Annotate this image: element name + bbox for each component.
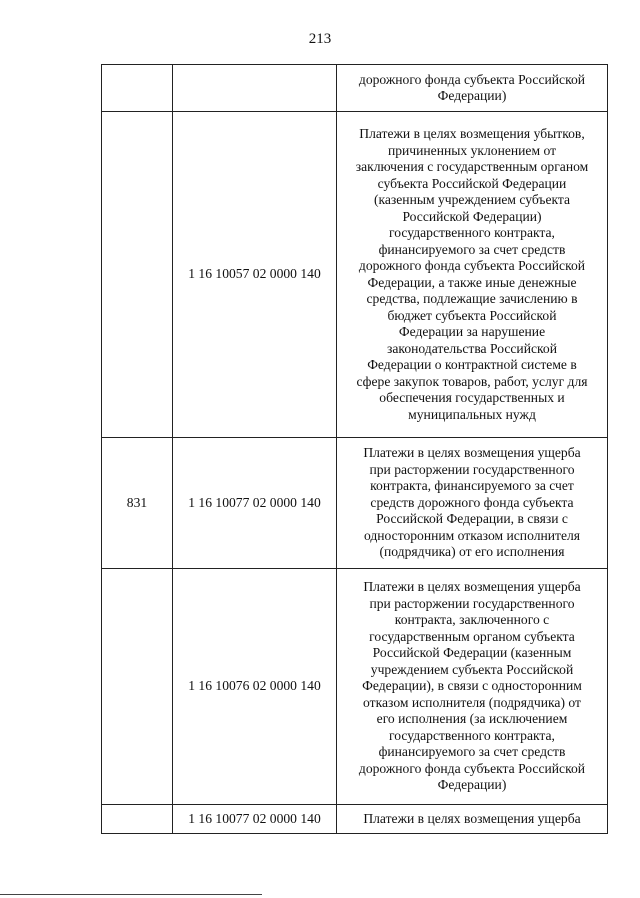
description-line: (подрядчика) от его исполнения	[379, 544, 565, 560]
description-line: Российской Федерации)	[402, 208, 542, 224]
description-line: Федерации, а также иные денежные	[367, 274, 577, 290]
description-cell	[337, 805, 608, 834]
description-line: заключения с государственным органом	[355, 159, 589, 174]
description-line: Платежи в целях возмещения ущерба	[363, 810, 581, 826]
description-line: бюджет субъекта Российской	[387, 307, 557, 323]
description-line: законодательства Российской	[387, 340, 557, 356]
description-line: Платежи в целях возмещения ущерба	[363, 579, 581, 595]
description-line: (казенным учреждением субъекта	[373, 192, 571, 207]
description-line: его исполнения (за исключением	[376, 711, 568, 727]
description-cell	[337, 112, 608, 438]
description-line: Федерации)	[437, 777, 507, 793]
kbk-code-cell: 1 16 10076 02 0000 140	[173, 569, 337, 805]
admin-code-cell	[102, 569, 173, 805]
description-line: Федерации)	[437, 88, 507, 103]
table-row	[102, 112, 608, 438]
table-row	[102, 438, 608, 569]
description-line: финансируемого за счет средств	[378, 241, 566, 257]
description-line: Федерации о контрактной системе в	[367, 357, 577, 372]
description-line: контракта, заключенного с	[394, 612, 550, 628]
description-line: средств дорожного фонда субъекта	[370, 494, 574, 510]
kbk-code-cell	[173, 65, 337, 112]
description-cell	[337, 569, 608, 805]
description-line: Платежи в целях возмещения ущерба	[363, 445, 581, 461]
description-line: Российской Федерации (казенным	[372, 645, 572, 661]
description-cell	[337, 65, 608, 112]
description-cell	[337, 438, 608, 569]
description-line: сфере закупок товаров, работ, услуг для	[356, 373, 588, 389]
page-number: 213	[308, 31, 332, 47]
admin-code-cell	[102, 112, 173, 438]
admin-code-cell	[102, 805, 173, 834]
kbk-code-cell: 1 16 10057 02 0000 140	[173, 112, 337, 438]
table-row	[102, 805, 608, 834]
description-line: односторонним отказом исполнителя	[363, 527, 581, 543]
description-line: дорожного фонда субъекта Российской	[358, 760, 586, 776]
description-line: государственным органом субъекта	[369, 628, 575, 644]
description-line: финансируемого за счет средств	[378, 744, 566, 760]
description-line: Платежи в целях возмещения убытков,	[359, 126, 585, 141]
table-row	[102, 65, 608, 112]
description-line: Российской Федерации, в связи с	[376, 511, 568, 527]
description-line: государственного контракта,	[389, 225, 555, 240]
description-line: причиненных уклонением от	[387, 142, 557, 158]
description-line: Федерации за нарушение	[398, 324, 546, 339]
description-line: дорожного фонда субъекта Российской	[358, 71, 586, 87]
description-line: дорожного фонда субъекта Российской	[358, 258, 586, 273]
description-line: отказом исполнителя (подрядчика) от	[363, 694, 581, 710]
description-line: учреждением субъекта Российской	[370, 661, 574, 677]
description-line: при расторжении государственного	[369, 461, 575, 477]
description-line: муниципальных нужд	[408, 406, 536, 422]
admin-code-cell: 831	[102, 438, 173, 569]
description-line: контракта, финансируемого за счет	[370, 478, 574, 494]
description-line: субъекта Российской Федерации	[377, 175, 567, 191]
admin-code-cell	[102, 65, 173, 112]
kbk-code-cell: 1 16 10077 02 0000 140	[173, 438, 337, 569]
budget-classification-table	[101, 64, 608, 834]
description-line: Федерации), в связи с односторонним	[362, 678, 582, 694]
kbk-code-cell: 1 16 10077 02 0000 140	[173, 805, 337, 834]
footer-rule	[0, 894, 262, 895]
description-line: государственного контракта,	[389, 727, 555, 743]
description-line: средства, подлежащие зачислению в	[366, 291, 578, 306]
description-line: при расторжении государственного	[369, 595, 575, 611]
table-row	[102, 569, 608, 805]
description-line: обеспечения государственных и	[379, 390, 565, 405]
